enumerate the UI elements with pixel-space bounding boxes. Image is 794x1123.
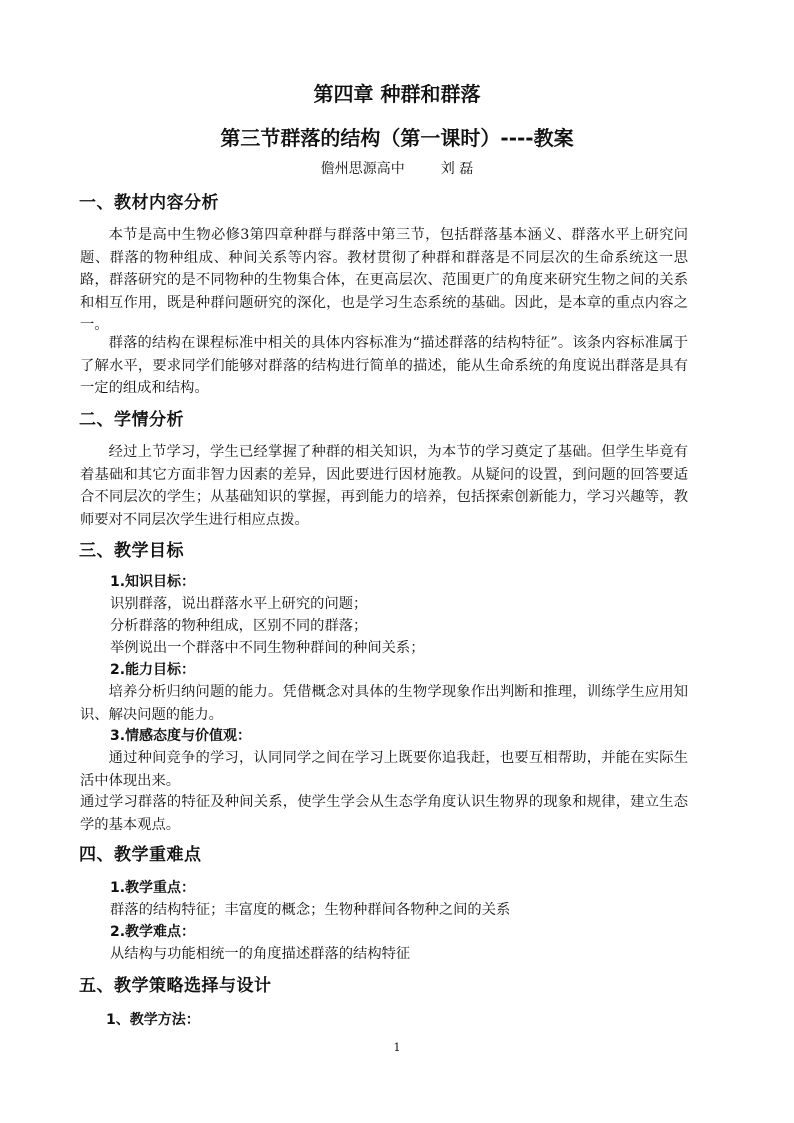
section-1-paragraph-2: 群落的结构在课程标准中相关的具体内容标准为“描述群落的结构特征”。该条内容标准属于了解水平，要求同学们能够对群落的结构进行简单的描述，能从生命系统的角度说出群落是具有一定的组成和结构。 [80, 335, 688, 396]
difficult-point-text: 从结构与功能相统一的角度描述群落的结构特征 [110, 946, 411, 962]
knowledge-goal-item: 举例说出一个群落中不同生物种群间的种间关系； [110, 640, 425, 656]
emotion-goal-text-2: 通过学习群落的特征及种间关系，使学生学会从生态学角度认识生物界的现象和规律，建立生态学的基本观点。 [80, 794, 688, 833]
difficult-point-label: 2.教学难点： [110, 924, 196, 940]
section-heading-1: 一、教材内容分析 [79, 193, 219, 213]
knowledge-goal-item: 识别群落，说出群落水平上研究的问题； [110, 596, 368, 612]
section-heading-5: 五、教学策略选择与设计 [79, 976, 272, 996]
page-number: 1 [393, 1041, 401, 1054]
chapter-title: 第四章 种群和群落 [313, 82, 481, 106]
teaching-method-label: 1、教学方法： [106, 1012, 200, 1028]
author-line [0, 159, 794, 179]
emotion-goal-label: 3.情感态度与价值观： [110, 728, 252, 744]
ability-goal-text: 培养分析归纳问题的能力。凭借概念对具体的生物学现象作出判断和推理，训练学生应用知识、解决问题的能力。 [80, 684, 688, 723]
lesson-title: 第三节群落的结构（第一课时）----教案 [220, 126, 574, 150]
key-point-label: 1.教学重点： [110, 880, 196, 896]
key-point-text: 群落的结构特征；丰富度的概念；生物种群间各物种之间的关系 [110, 902, 511, 918]
section-heading-4: 四、教学重难点 [79, 845, 202, 865]
section-1-paragraph-1: 本节是高中生物必修3第四章种群与群落中第三节，包括群落基本涵义、群落水平上研究问题、群落的物种组成、种间关系等内容。教材贯彻了种群和群落是不同层次的生命系统这一思路，群落研究的是不同物种的生物集合体，在更高层次、范围更广的角度来研究生物之间的关系和相互作用，既是种群问题研究的深化，也是学习生态系统的基础。因此，是本章的重点内容之一。 [80, 227, 688, 333]
ability-goal-label: 2.能力目标： [110, 662, 196, 678]
emotion-goal-text-1: 通过种间竞争的学习，认同同学之间在学习上既要你追我赶，也要互相帮助，并能在实际生活中体现出来。 [80, 750, 688, 789]
knowledge-goal-label: 1.知识目标： [110, 574, 196, 590]
knowledge-goal-item: 分析群落的物种组成，区别不同的群落； [110, 618, 368, 634]
section-heading-3: 三、教学目标 [79, 541, 184, 561]
section-2-paragraph-1: 经过上节学习，学生已经掌握了种群的相关知识，为本节的学习奠定了基础。但学生毕竟有着基础和其它方面非智力因素的差异，因此要进行因材施教。从疑问的设置，到问题的回答要适合不同层次的学生；从基础知识的掌握，再到能力的培养，包括探索创新能力，学习兴趣等，教师要对不同层次学生进行相应点拨。 [80, 444, 688, 528]
section-heading-2: 二、学情分析 [79, 410, 184, 430]
teacher-name: 刘 磊 [440, 161, 474, 177]
school-name: 儋州思源高中 [320, 161, 405, 177]
